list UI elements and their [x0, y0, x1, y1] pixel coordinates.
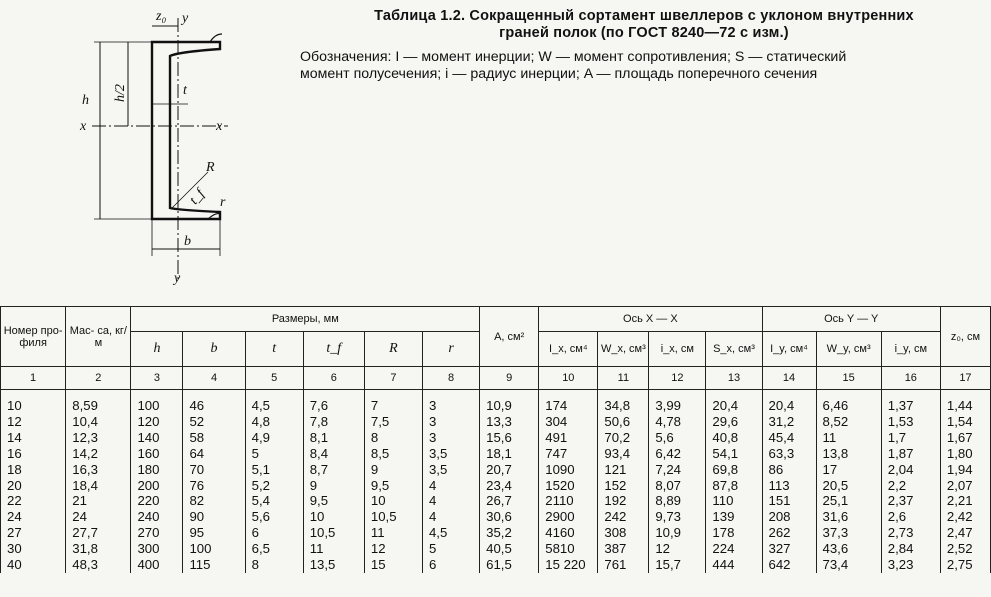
table-cell: 87,8: [706, 478, 762, 494]
column-number: 16: [881, 367, 940, 390]
column-number: 1: [1, 367, 66, 390]
table-cell: 2900: [539, 509, 598, 525]
table-cell: 9: [303, 478, 364, 494]
table-cell: 152: [598, 478, 649, 494]
table-cell: 14,2: [66, 446, 131, 462]
table-cell: 4,78: [649, 414, 706, 430]
header-area: A, см²: [480, 307, 539, 367]
table-cell: 10,4: [66, 414, 131, 430]
header-b: [183, 332, 245, 367]
y-top-label: y: [182, 11, 189, 26]
table-cell: 20: [1, 478, 66, 494]
header-Ix: I_x, см⁴: [539, 332, 598, 367]
table-cell: 2,52: [940, 541, 990, 557]
table-cell: 1,44: [940, 390, 990, 414]
table-cell: 7,24: [649, 462, 706, 478]
table-cell: 3: [422, 390, 479, 414]
table-cell: 10: [303, 509, 364, 525]
table-cell: 11: [303, 541, 364, 557]
table-cell: 18,4: [66, 478, 131, 494]
table-cell: 2,47: [940, 525, 990, 541]
table-cell: 73,4: [816, 557, 881, 573]
table-cell: 29,6: [706, 414, 762, 430]
table-cell: 327: [762, 541, 816, 557]
table-cell: 3,5: [422, 462, 479, 478]
header-t: [245, 332, 303, 367]
column-number: 2: [66, 367, 131, 390]
table-cell: 100: [183, 541, 245, 557]
table-cell: 13,5: [303, 557, 364, 573]
x-left-label: x: [80, 119, 87, 134]
table-cell: 2,84: [881, 541, 940, 557]
table-cell: 224: [706, 541, 762, 557]
table-cell: 10,5: [303, 525, 364, 541]
table-cell: 115: [183, 557, 245, 573]
table-cell: 5810: [539, 541, 598, 557]
table-cell: 70: [183, 462, 245, 478]
table-cell: 52: [183, 414, 245, 430]
z0-label: z₀: [156, 9, 167, 24]
table-row: [1, 557, 991, 573]
channel-section-drawing: [70, 4, 245, 289]
table-cell: 4,9: [245, 430, 303, 446]
column-number: 4: [183, 367, 245, 390]
table-cell: 1,80: [940, 446, 990, 462]
column-number: 13: [706, 367, 762, 390]
table-row: [1, 462, 991, 478]
table-cell: 43,6: [816, 541, 881, 557]
table-cell: 2110: [539, 493, 598, 509]
table-row: [1, 493, 991, 509]
table-cell: 31,8: [66, 541, 131, 557]
table-row: [1, 541, 991, 557]
tf-label: t_f: [186, 186, 208, 208]
table-cell: 9,73: [649, 509, 706, 525]
table-cell: 7: [364, 390, 422, 414]
table-cell: 1,54: [940, 414, 990, 430]
table-cell: 58: [183, 430, 245, 446]
header-b-text: b: [210, 341, 218, 356]
table-cell: 2,21: [940, 493, 990, 509]
table-cell: 7,6: [303, 390, 364, 414]
table-cell: 113: [762, 478, 816, 494]
table-cell: 11: [364, 525, 422, 541]
h-label: h: [82, 93, 89, 108]
table-cell: 46: [183, 390, 245, 414]
table-cell: 9: [364, 462, 422, 478]
table-cell: 178: [706, 525, 762, 541]
table-cell: 8,7: [303, 462, 364, 478]
table-cell: 174: [539, 390, 598, 414]
table-cell: 16,3: [66, 462, 131, 478]
table-cell: 300: [131, 541, 183, 557]
column-numbers-row: [1, 367, 991, 390]
header-Iy: I_y, см⁴: [762, 332, 816, 367]
b-label: b: [184, 234, 191, 249]
table-cell: 86: [762, 462, 816, 478]
table-cell: 1,94: [940, 462, 990, 478]
table-cell: 6: [245, 525, 303, 541]
table-cell: 208: [762, 509, 816, 525]
table-cell: 12,3: [66, 430, 131, 446]
table-cell: 2,37: [881, 493, 940, 509]
table-cell: 121: [598, 462, 649, 478]
table-cell: 76: [183, 478, 245, 494]
table-cell: 180: [131, 462, 183, 478]
table-cell: 1,37: [881, 390, 940, 414]
r-label: R: [206, 160, 215, 175]
table-cell: 100: [131, 390, 183, 414]
table-cell: 48,3: [66, 557, 131, 573]
table-cell: 491: [539, 430, 598, 446]
table-cell: 12: [1, 414, 66, 430]
table-cell: 82: [183, 493, 245, 509]
header-t-text: t: [272, 341, 277, 356]
table-cell: 24: [1, 509, 66, 525]
table-cell: 64: [183, 446, 245, 462]
table-cell: 15,6: [480, 430, 539, 446]
channel-section-diagram: [70, 4, 245, 289]
table-cell: 90: [183, 509, 245, 525]
table-cell: 5: [422, 541, 479, 557]
table-cell: 270: [131, 525, 183, 541]
table-cell: 11: [816, 430, 881, 446]
table-cell: 747: [539, 446, 598, 462]
table-cell: 15,7: [649, 557, 706, 573]
column-number: 7: [364, 367, 422, 390]
table-cell: 37,3: [816, 525, 881, 541]
x-right-label: x: [216, 119, 223, 134]
table-row: [1, 509, 991, 525]
table-cell: 8,59: [66, 390, 131, 414]
header-tf-text: t_f: [326, 341, 342, 356]
table-cell: 35,2: [480, 525, 539, 541]
table-row: [1, 390, 991, 414]
header-mass: Мас- са, кг/м: [66, 307, 131, 367]
table-cell: 23,4: [480, 478, 539, 494]
table-cell: 1,7: [881, 430, 940, 446]
table-cell: 93,4: [598, 446, 649, 462]
table-cell: 63,3: [762, 446, 816, 462]
table-cell: 40,5: [480, 541, 539, 557]
table-cell: 14: [1, 430, 66, 446]
channel-outline: [152, 42, 220, 219]
r-small-label: r: [220, 195, 226, 210]
table-cell: 308: [598, 525, 649, 541]
table-cell: 10,5: [364, 509, 422, 525]
table-cell: 6,42: [649, 446, 706, 462]
column-number: 6: [303, 367, 364, 390]
table-cell: 4: [422, 478, 479, 494]
table-cell: 2,73: [881, 525, 940, 541]
table-cell: 9,5: [303, 493, 364, 509]
table-cell: 30,6: [480, 509, 539, 525]
table-cell: 8: [364, 430, 422, 446]
table-cell: 761: [598, 557, 649, 573]
table-cell: 13,3: [480, 414, 539, 430]
table-cell: 220: [131, 493, 183, 509]
table-cell: 31,2: [762, 414, 816, 430]
header-iy: i_y, см: [881, 332, 940, 367]
column-number: 5: [245, 367, 303, 390]
column-number: 9: [480, 367, 539, 390]
notation-line-1: Обозначения: I — момент инерции; W — момент сопротивления; S — статический: [300, 49, 847, 65]
t-label: t: [183, 83, 187, 98]
table-cell: 5,2: [245, 478, 303, 494]
table-cell: 24: [66, 509, 131, 525]
table-cell: 95: [183, 525, 245, 541]
table-cell: 18: [1, 462, 66, 478]
table-cell: 25,1: [816, 493, 881, 509]
column-number: 8: [422, 367, 479, 390]
table-title: [300, 8, 988, 42]
table-cell: 2,07: [940, 478, 990, 494]
table-cell: 4,5: [245, 390, 303, 414]
table-cell: 1520: [539, 478, 598, 494]
table-row: [1, 446, 991, 462]
header-R: [364, 332, 422, 367]
table-cell: 4: [422, 493, 479, 509]
column-number: 11: [598, 367, 649, 390]
table-cell: 27: [1, 525, 66, 541]
table-cell: 1,87: [881, 446, 940, 462]
table-cell: 17: [816, 462, 881, 478]
table-cell: 8,89: [649, 493, 706, 509]
header-tf: [303, 332, 364, 367]
table-cell: 30: [1, 541, 66, 557]
table-cell: 192: [598, 493, 649, 509]
table-cell: 21: [66, 493, 131, 509]
table-title-line-2: граней полок (по ГОСТ 8240—72 с изм.): [499, 25, 789, 41]
table-cell: 20,4: [762, 390, 816, 414]
table-cell: 12: [364, 541, 422, 557]
notation-line-2: момент полусечения; i — радиус инерции; A — площадь поперечного сечения: [300, 66, 818, 82]
table-cell: 5,4: [245, 493, 303, 509]
table-cell: 27,7: [66, 525, 131, 541]
h-half-label: h/2: [113, 84, 128, 102]
table-cell: 61,5: [480, 557, 539, 573]
table-cell: 2,42: [940, 509, 990, 525]
column-number: 10: [539, 367, 598, 390]
table-cell: 6,46: [816, 390, 881, 414]
table-cell: 69,8: [706, 462, 762, 478]
table-cell: 10: [1, 390, 66, 414]
table-cell: 45,4: [762, 430, 816, 446]
channel-sizes-table: [0, 306, 991, 573]
table-cell: 2,04: [881, 462, 940, 478]
table-cell: 7,5: [364, 414, 422, 430]
table-cell: 54,1: [706, 446, 762, 462]
header-Wy: W_y, см³: [816, 332, 881, 367]
column-number: 17: [940, 367, 990, 390]
header-axis-y: Ось Y — Y: [762, 307, 940, 332]
header-ix: i_x, см: [649, 332, 706, 367]
table-cell: 10: [364, 493, 422, 509]
header-R-text: R: [389, 341, 398, 356]
table-cell: 18,1: [480, 446, 539, 462]
table-cell: 50,6: [598, 414, 649, 430]
column-number: 15: [816, 367, 881, 390]
table-cell: 139: [706, 509, 762, 525]
y-bottom-label: y: [174, 271, 181, 286]
table-cell: 1,53: [881, 414, 940, 430]
table-cell: 5,1: [245, 462, 303, 478]
table-cell: 5,6: [245, 509, 303, 525]
table-cell: 13,8: [816, 446, 881, 462]
table-cell: 70,2: [598, 430, 649, 446]
table-cell: 2,75: [940, 557, 990, 573]
table-cell: 2,2: [881, 478, 940, 494]
table-cell: 15: [364, 557, 422, 573]
table-cell: 20,7: [480, 462, 539, 478]
column-number: 3: [131, 367, 183, 390]
table-cell: 16: [1, 446, 66, 462]
table-cell: 262: [762, 525, 816, 541]
table-cell: 26,7: [480, 493, 539, 509]
table-cell: 110: [706, 493, 762, 509]
table-cell: 20,5: [816, 478, 881, 494]
table-cell: 7,8: [303, 414, 364, 430]
table-cell: 12: [649, 541, 706, 557]
header-profile: Номер про- филя: [1, 307, 66, 367]
table-cell: 5,6: [649, 430, 706, 446]
header-r: [422, 332, 479, 367]
table-cell: 3: [422, 414, 479, 430]
table-cell: 2,6: [881, 509, 940, 525]
table-cell: 31,6: [816, 509, 881, 525]
table-cell: 20,4: [706, 390, 762, 414]
notation-notes: [300, 49, 988, 83]
table-cell: 8: [245, 557, 303, 573]
table-cell: 4,8: [245, 414, 303, 430]
table-cell: 8,1: [303, 430, 364, 446]
table-cell: 8,52: [816, 414, 881, 430]
table-cell: 40,8: [706, 430, 762, 446]
table-caption: [300, 8, 988, 83]
header-z0: z₀, см: [940, 307, 990, 367]
table-cell: 140: [131, 430, 183, 446]
table-cell: 4: [422, 509, 479, 525]
table-cell: 151: [762, 493, 816, 509]
table-cell: 22: [1, 493, 66, 509]
header-Wx: W_x, см³: [598, 332, 649, 367]
table-cell: 4,5: [422, 525, 479, 541]
table-cell: 400: [131, 557, 183, 573]
table-cell: 642: [762, 557, 816, 573]
header-axis-x: Ось X — X: [539, 307, 762, 332]
table-cell: 4160: [539, 525, 598, 541]
table-body: [1, 390, 991, 573]
table-cell: 160: [131, 446, 183, 462]
table-row: [1, 414, 991, 430]
table-cell: 40: [1, 557, 66, 573]
table-row: [1, 430, 991, 446]
table-cell: 3,23: [881, 557, 940, 573]
table-cell: 6: [422, 557, 479, 573]
table-cell: 3: [422, 430, 479, 446]
table-cell: 9,5: [364, 478, 422, 494]
table-cell: 1090: [539, 462, 598, 478]
table-row: [1, 478, 991, 494]
table-cell: 6,5: [245, 541, 303, 557]
header-Sx: S_x, см³: [706, 332, 762, 367]
header-h-text: h: [153, 341, 161, 356]
table-cell: 387: [598, 541, 649, 557]
table-cell: 8,07: [649, 478, 706, 494]
table-cell: 3,99: [649, 390, 706, 414]
column-number: 14: [762, 367, 816, 390]
r-leader: [172, 172, 208, 208]
table-cell: 15 220: [539, 557, 598, 573]
table-cell: 8,5: [364, 446, 422, 462]
table-cell: 242: [598, 509, 649, 525]
table-cell: 8,4: [303, 446, 364, 462]
table-cell: 10,9: [649, 525, 706, 541]
table-cell: 3,5: [422, 446, 479, 462]
table-cell: 1,67: [940, 430, 990, 446]
table-cell: 304: [539, 414, 598, 430]
table-row: [1, 525, 991, 541]
header-r-text: r: [448, 341, 454, 356]
header-dimensions: Размеры, мм: [131, 307, 480, 332]
header-h: [131, 332, 183, 367]
table-title-line-1: Таблица 1.2. Сокращенный сортамент швеллеров с уклоном внутренних: [374, 8, 914, 24]
table-cell: 240: [131, 509, 183, 525]
table-cell: 444: [706, 557, 762, 573]
table-cell: 34,8: [598, 390, 649, 414]
table-cell: 5: [245, 446, 303, 462]
table-cell: 200: [131, 478, 183, 494]
table-cell: 10,9: [480, 390, 539, 414]
table-cell: 120: [131, 414, 183, 430]
column-number: 12: [649, 367, 706, 390]
